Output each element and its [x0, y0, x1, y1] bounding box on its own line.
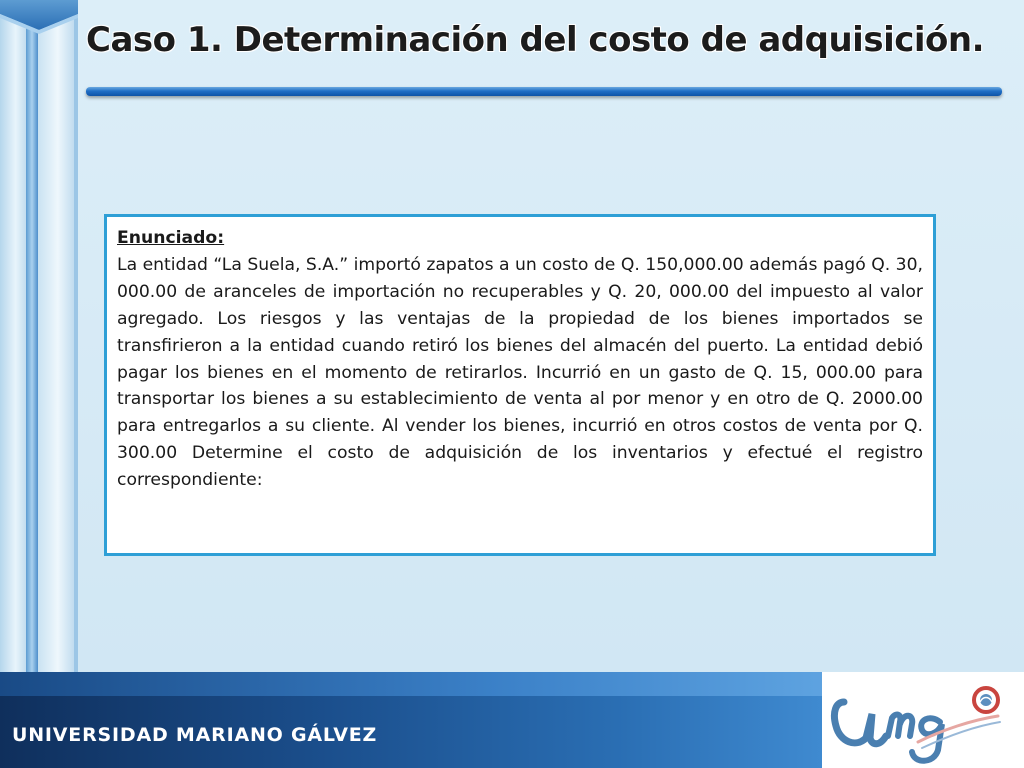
university-name: UNIVERSIDAD MARIANO GÁLVEZ [12, 724, 378, 746]
page-title: Caso 1. Determinación del costo de adquisición. [86, 20, 985, 60]
logo-panel [822, 672, 1024, 768]
chevron-down-icon [0, 0, 78, 36]
statement-text: La entidad “La Suela, S.A.” importó zapatos a un costo de Q. 150,000.00 además pagó Q. 30, 000.00 de aranceles de importación no recuperables y Q. 20, 000.00 del impuesto al valor agregado. Los riesgos y las ventajas de la propiedad de los bienes importados se transfirieron a la entidad cuando retiró los bienes del almacén del puerto. La entidad debió pagar los bienes en el momento de retirarlos. Incurrió en un gasto de Q. 15, 000.00 para transportar los bienes a su establecimiento de venta al por menor y en otro de Q. 2000.00 para entregarlos a su cliente. Al vender los bienes, incurrió en otros costos de venta por Q. 300.00 Determine el costo de adquisición de los inventarios y efectué el registro correspondiente: [117, 254, 923, 491]
footer-band [0, 672, 822, 768]
umg-logo-icon [822, 672, 1024, 768]
decorative-bar [74, 0, 78, 672]
decorative-bar [0, 0, 26, 672]
statement-heading: Enunciado: [117, 228, 225, 248]
statement-box [104, 214, 936, 556]
decorative-bar [26, 0, 38, 672]
decorative-bar [38, 0, 74, 672]
footer [0, 672, 1024, 768]
left-decorative-bars [0, 0, 80, 672]
title-underline-bar [86, 87, 1002, 96]
